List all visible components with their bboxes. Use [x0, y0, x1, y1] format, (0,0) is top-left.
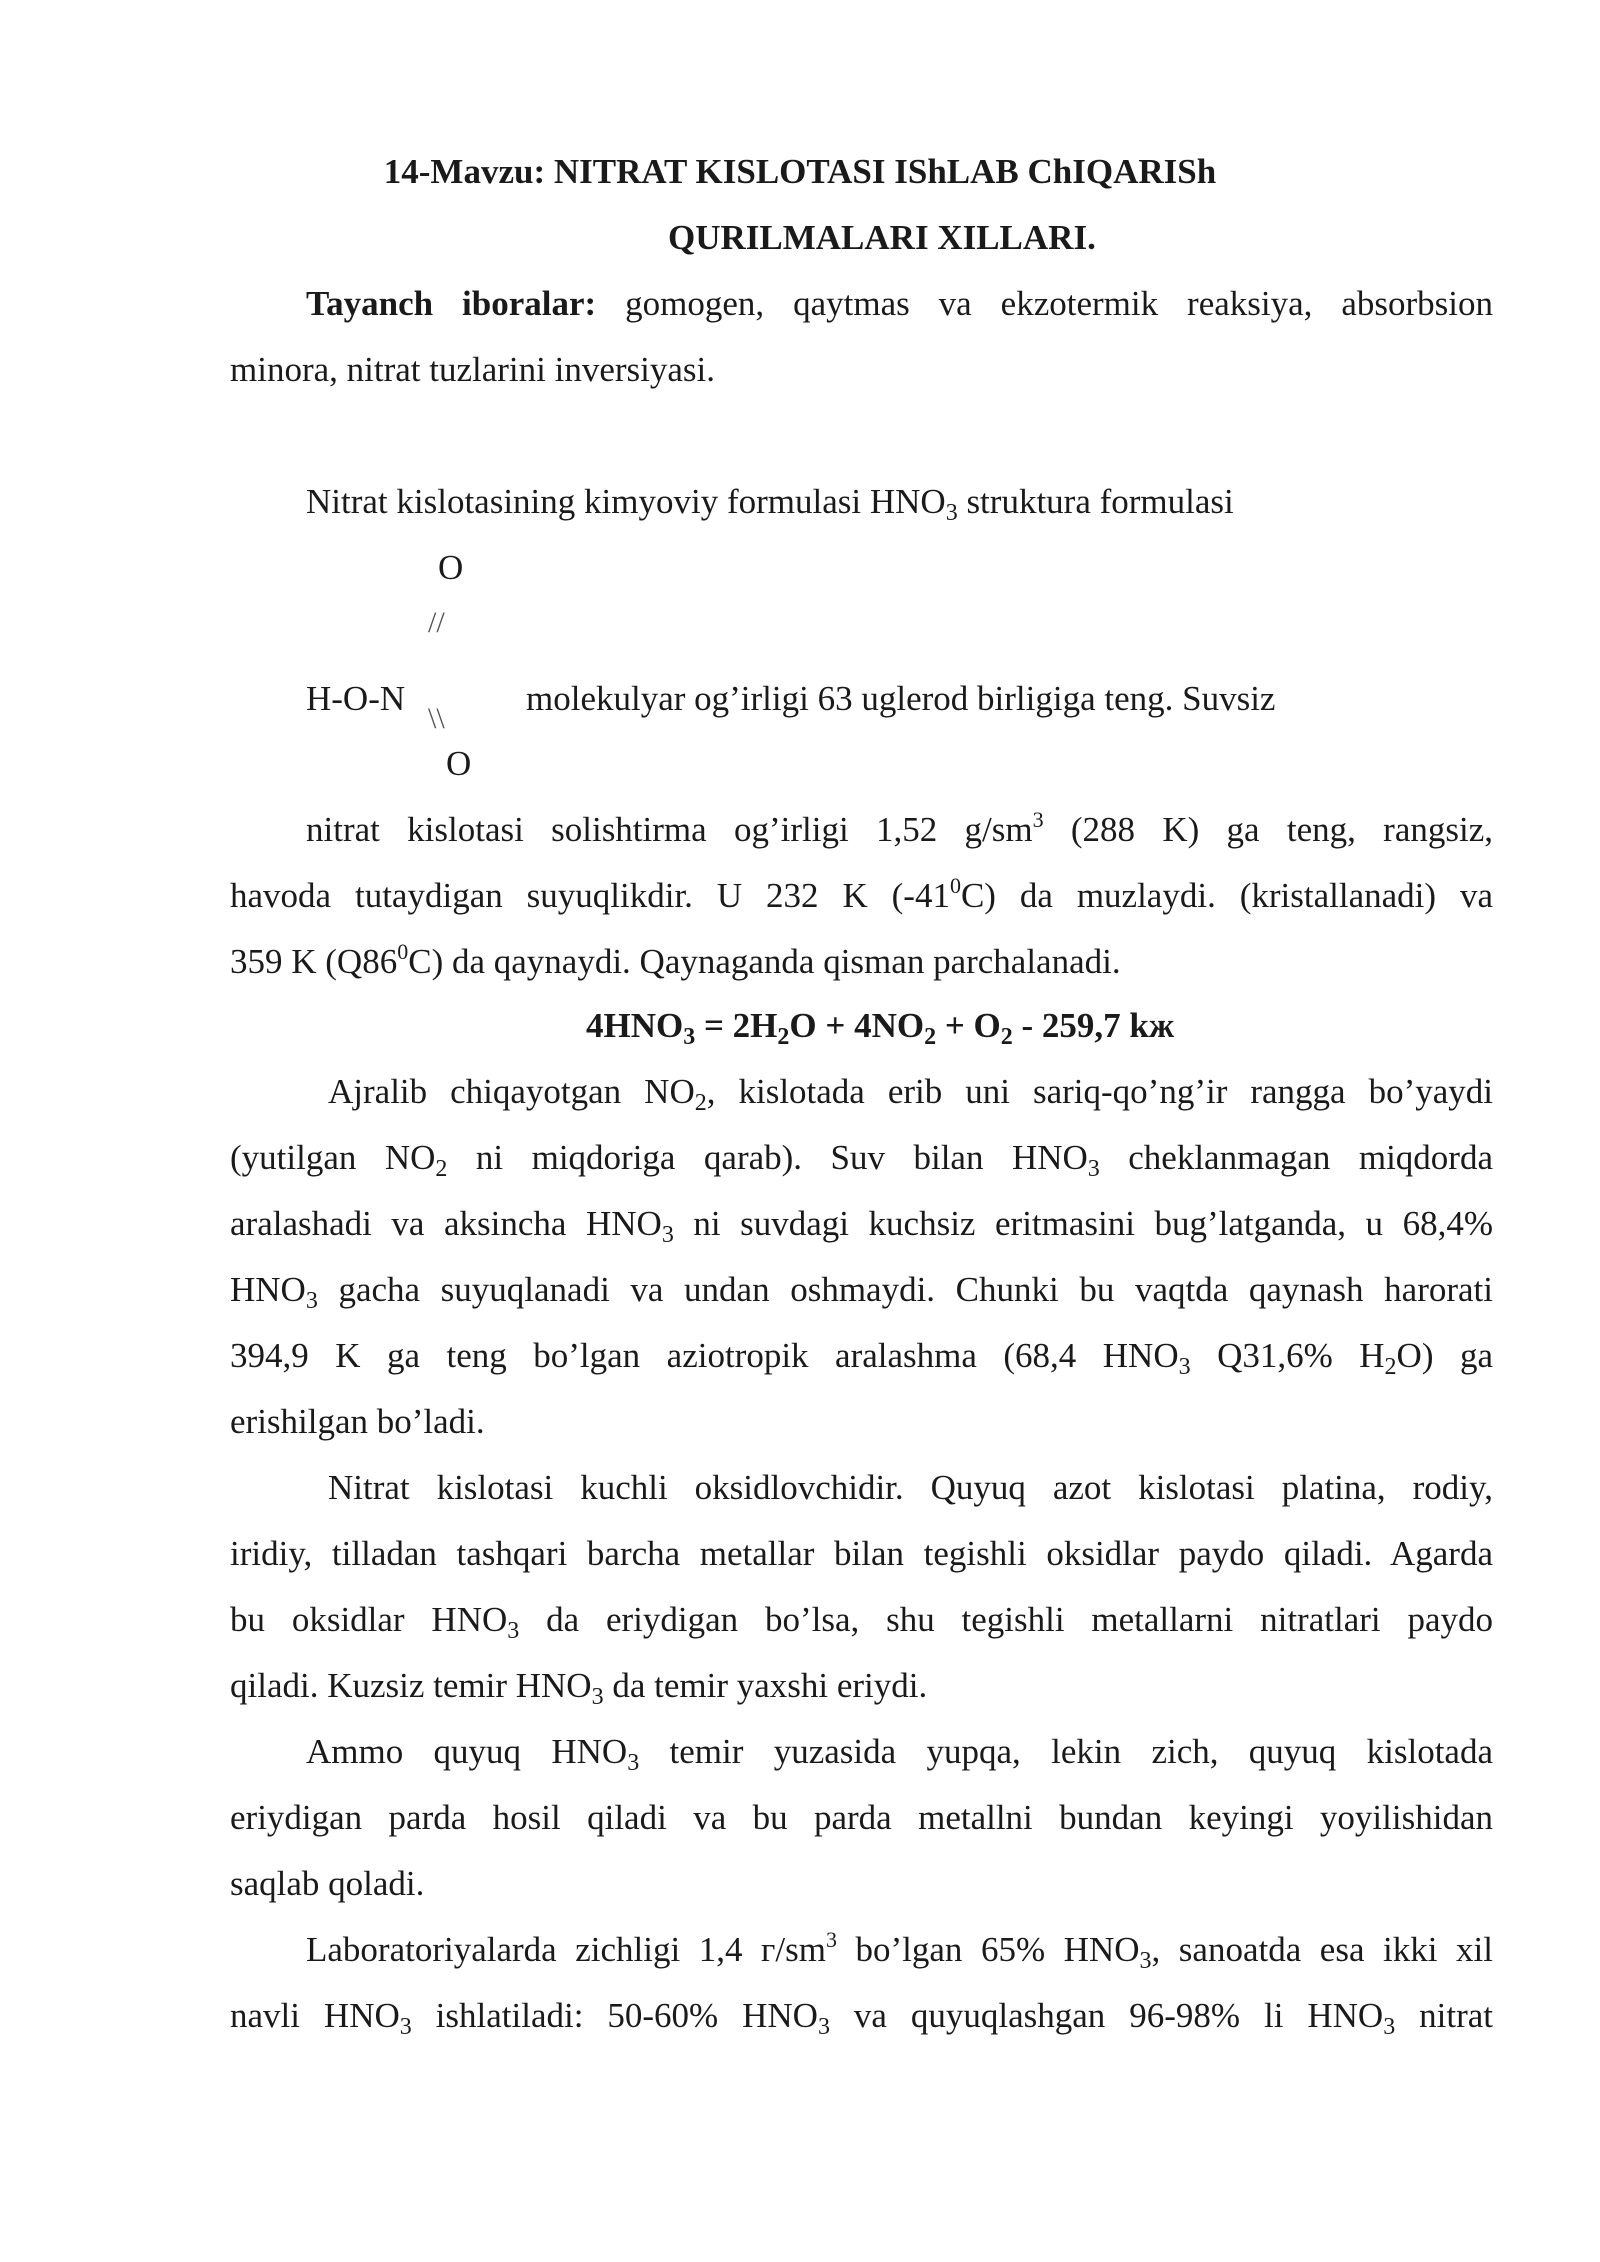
- para2-line-1: Ajralib chiqayotgan $NO_2$, kislotada erib uni sariq-qo’ng’ir rangga bo’yaydi: [328, 1072, 1493, 1116]
- keywords-line-1: Tayanch iboralar: gomogen, qaytmas va ekzotermik reaksiya, absorbsion: [306, 284, 1493, 323]
- title-line-1: 14-Mavzu: NITRAT KISLOTASI IShLAB ChIQARISh: [383, 152, 1217, 191]
- structure-single-bond: \\: [428, 702, 445, 735]
- para3-line-2: iridiy, tilladan tashqari barcha metallar bilan tegishli oksidlar paydo qiladi. Agarda: [230, 1534, 1493, 1573]
- para1-line-3: 359 K $(Q86^0C)$ da qaynaydi. Qaynaganda qisman parchalanadi.: [230, 939, 1121, 981]
- para5-line-2: navli $HNO_3$ ishlatiladi: 50-60% $HNO_3$ va quyuqlashgan 96-98% li $HNO_3$ nitrat: [230, 1996, 1493, 2040]
- structure-o-top: O: [438, 548, 464, 587]
- para4-line-1: Ammo quyuq $HNO_3$ temir yuzasida yupqa, lekin zich, quyuq kislotada: [306, 1732, 1493, 1776]
- para1-line-1: nitrat kislotasi solishtirma og’irligi 1,52 $g/sm^3$ (288 K) ga teng, rangsiz,: [306, 807, 1493, 849]
- structure-double-bond: //: [428, 606, 445, 639]
- para4-line-2: eriydigan parda hosil qiladi va bu parda metallni bundan keyingi yoyilishidan: [230, 1798, 1493, 1837]
- keywords-label: Tayanch iboralar:: [306, 284, 597, 323]
- structure-o-bottom: O: [446, 744, 472, 783]
- para3-line-3: bu oksidlar $HNO_3$ da eriydigan bo’lsa, shu tegishli metallarni nitratlari paydo: [230, 1600, 1493, 1644]
- para5-line-1: Laboratoriyalarda zichligi 1,4 $г/sm^3$ bo’lgan 65% $HNO_3$, sanoatda esa ikki xil: [306, 1927, 1493, 1974]
- formula-intro: Nitrat kislotasining kimyoviy formulasi $HNO_3$ struktura formulasi: [306, 482, 1234, 526]
- title-line-2: QURILMALARI XILLARI.: [668, 218, 1096, 257]
- para2-line-3: aralashadi va aksincha $HNO_3$ ni suvdagi kuchsiz eritmasini bug’latganda, u 68,4%: [230, 1204, 1493, 1248]
- para1-line-2: havoda tutaydigan suyuqlikdir. U 232 K $(-41^0C)$ da muzlaydi. (kristallanadi) va: [230, 873, 1493, 915]
- para3-line-1: Nitrat kislotasi kuchli oksidlovchidir. Quyuq azot kislotasi platina, rodiy,: [328, 1468, 1493, 1507]
- para2-line-6: erishilgan bo’ladi.: [230, 1402, 485, 1441]
- para2-line-5: 394,9 K ga teng bo’lgan aziotropik aralashma (68,4 $HNO_3$ Q31,6% $H_2O$) ga: [230, 1336, 1493, 1380]
- decomposition-equation: $4HNO_3 = 2H_2O + 4NO_2 + O_2 - 259,7$ kж: [586, 1006, 1175, 1050]
- structure-hon: H-O-N: [306, 679, 406, 718]
- para2-line-4: $HNO_3$ gacha suyuqlanadi va undan oshmaydi. Chunki bu vaqtda qaynash harorati: [230, 1270, 1493, 1314]
- structure-side-text: molekulyar og’irligi 63 uglerod birligiga teng. Suvsiz: [526, 679, 1276, 718]
- para3-line-4: qiladi. Kuzsiz temir $HNO_3$ da temir yaxshi eriydi.: [230, 1666, 928, 1710]
- keywords-line-2: minora, nitrat tuzlarini inversiyasi.: [230, 350, 716, 389]
- para4-line-3: saqlab qoladi.: [230, 1864, 425, 1903]
- para2-line-2: (yutilgan $NO_2$ ni miqdoriga qarab). Suv bilan $HNO_3$ cheklanmagan miqdorda: [230, 1138, 1493, 1182]
